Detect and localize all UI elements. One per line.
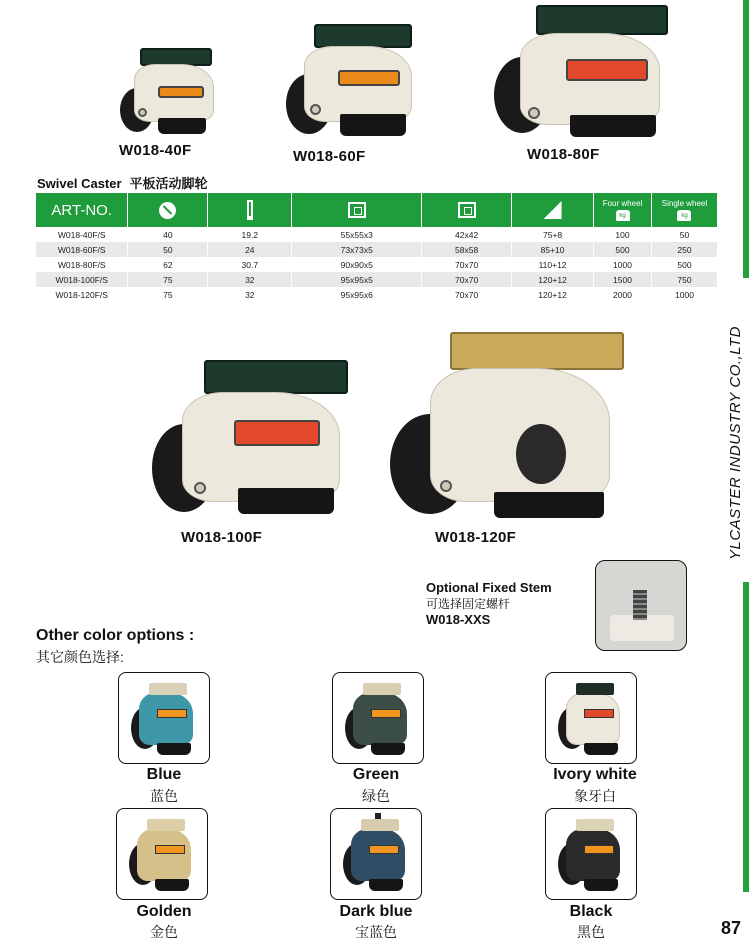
color-swatch-black bbox=[545, 808, 637, 900]
header-adjust-height bbox=[512, 193, 594, 227]
table-cell: W018-120F/S bbox=[36, 287, 128, 302]
table-cell: 110+12 bbox=[512, 257, 594, 272]
side-stripe-top bbox=[743, 0, 749, 278]
table-cell: 30.7 bbox=[208, 257, 292, 272]
table-cell: 75 bbox=[128, 272, 208, 287]
table-cell: 24 bbox=[208, 242, 292, 257]
header-bolt-hole bbox=[422, 193, 512, 227]
color-swatch-ivory-white bbox=[545, 672, 637, 764]
table-cell: 73x73x5 bbox=[292, 242, 422, 257]
header-art-no: ART-NO. bbox=[36, 193, 128, 227]
color-swatch-golden bbox=[116, 808, 208, 900]
color-name-cn: 黑色 bbox=[577, 924, 605, 940]
model-label-w018-80f: W018-80F bbox=[527, 146, 600, 163]
table-cell: 1000 bbox=[651, 287, 717, 302]
color-options-title: Other color options : bbox=[36, 627, 195, 644]
weight-icon: kg bbox=[677, 210, 691, 221]
table-cell: 75 bbox=[128, 287, 208, 302]
header-wheel-diameter bbox=[128, 193, 208, 227]
color-name-cn: 绿色 bbox=[362, 788, 390, 804]
header-single-wheel bbox=[651, 193, 717, 227]
color-swatch-green bbox=[332, 672, 424, 764]
table-cell: 70x70 bbox=[422, 257, 512, 272]
model-label-w018-120f: W018-120F bbox=[435, 529, 517, 546]
color-name-cn: 象牙白 bbox=[574, 788, 616, 804]
color-swatch-blue bbox=[118, 672, 210, 764]
table-cell: 1500 bbox=[594, 272, 652, 287]
plate-size-icon bbox=[348, 202, 366, 218]
stem-height-icon bbox=[247, 200, 253, 220]
color-name-cn: 宝蓝色 bbox=[355, 924, 397, 940]
color-name: Golden bbox=[136, 903, 192, 920]
page-number: 87 bbox=[721, 918, 742, 938]
table-cell: 500 bbox=[594, 242, 652, 257]
caster-image-w018-80f bbox=[490, 3, 674, 137]
header-four-wheel bbox=[594, 193, 652, 227]
table-cell: 62 bbox=[128, 257, 208, 272]
table-cell: 50 bbox=[651, 227, 717, 242]
table-row bbox=[36, 287, 718, 302]
header-plate-size bbox=[292, 193, 422, 227]
table-row bbox=[36, 242, 718, 257]
table-row bbox=[36, 227, 718, 242]
weight-icon: kg bbox=[616, 210, 630, 221]
caster-image-w018-100f bbox=[150, 358, 350, 518]
table-cell: 55x55x3 bbox=[292, 227, 422, 242]
optional-stem-model: W018-XXS bbox=[426, 612, 491, 627]
table-cell: 70x70 bbox=[422, 272, 512, 287]
fixed-stem-image bbox=[595, 560, 687, 651]
color-options-subtitle: 其它颜色选择: bbox=[36, 649, 124, 665]
table-row bbox=[36, 272, 718, 287]
color-name: Dark blue bbox=[339, 903, 413, 920]
table-cell: 75+8 bbox=[512, 227, 594, 242]
table-cell: W018-80F/S bbox=[36, 257, 128, 272]
table-cell: 50 bbox=[128, 242, 208, 257]
color-name-cn: 蓝色 bbox=[150, 788, 178, 804]
table-cell: W018-100F/S bbox=[36, 272, 128, 287]
wheel-diameter-icon bbox=[159, 202, 176, 219]
table-cell: 95x95x5 bbox=[292, 272, 422, 287]
caster-image-w018-40f bbox=[118, 44, 222, 136]
caster-image-w018-60f bbox=[282, 20, 422, 138]
table-header-row bbox=[36, 193, 718, 227]
table-cell: 120+12 bbox=[512, 287, 594, 302]
table-cell: 250 bbox=[651, 242, 717, 257]
table-cell: 750 bbox=[651, 272, 717, 287]
color-name-cn: 金色 bbox=[150, 924, 178, 940]
table-cell: 95x95x6 bbox=[292, 287, 422, 302]
table-cell: 58x58 bbox=[422, 242, 512, 257]
side-stripe-bottom bbox=[743, 582, 749, 892]
table-cell: 120+12 bbox=[512, 272, 594, 287]
table-cell: 85+10 bbox=[512, 242, 594, 257]
table-cell: 19.2 bbox=[208, 227, 292, 242]
color-name: Ivory white bbox=[553, 766, 637, 783]
table-cell: 70x70 bbox=[422, 287, 512, 302]
spec-table bbox=[36, 193, 718, 302]
color-name: Black bbox=[569, 903, 613, 920]
table-cell: 100 bbox=[594, 227, 652, 242]
model-label-w018-60f: W018-60F bbox=[293, 148, 366, 165]
color-swatch-dark-blue bbox=[330, 808, 422, 900]
table-cell: 500 bbox=[651, 257, 717, 272]
optional-stem-cn: 可选择固定螺杆 bbox=[426, 597, 511, 611]
color-name: Green bbox=[352, 766, 400, 783]
header-single-wheel-label: Single wheel bbox=[661, 198, 708, 208]
model-label-w018-100f: W018-100F bbox=[181, 529, 263, 546]
table-cell: 90x90x5 bbox=[292, 257, 422, 272]
model-label-w018-40f: W018-40F bbox=[119, 142, 192, 159]
table-cell: W018-40F/S bbox=[36, 227, 128, 242]
table-cell: 32 bbox=[208, 287, 292, 302]
header-stem-height bbox=[208, 193, 292, 227]
header-four-wheel-label: Four wheel bbox=[602, 198, 643, 208]
side-brand-text: YLCASTER INDUSTRY CO.,LTD bbox=[727, 326, 744, 560]
table-row bbox=[36, 257, 718, 272]
table-cell: 42x42 bbox=[422, 227, 512, 242]
table-title-en: Swivel Caster bbox=[37, 176, 122, 191]
caster-image-w018-120f bbox=[388, 330, 628, 520]
optional-stem-title: Optional Fixed Stem bbox=[426, 580, 552, 595]
table-cell: 1000 bbox=[594, 257, 652, 272]
table-cell: 32 bbox=[208, 272, 292, 287]
table-cell: 2000 bbox=[594, 287, 652, 302]
color-name: Blue bbox=[146, 766, 182, 783]
table-title bbox=[37, 173, 208, 192]
table-cell: W018-60F/S bbox=[36, 242, 128, 257]
bolt-hole-icon bbox=[458, 202, 476, 218]
table-cell: 40 bbox=[128, 227, 208, 242]
table-title-cn: 平板活动脚轮 bbox=[129, 176, 208, 191]
optional-stem-text bbox=[426, 580, 552, 628]
adjust-height-icon bbox=[544, 201, 562, 219]
